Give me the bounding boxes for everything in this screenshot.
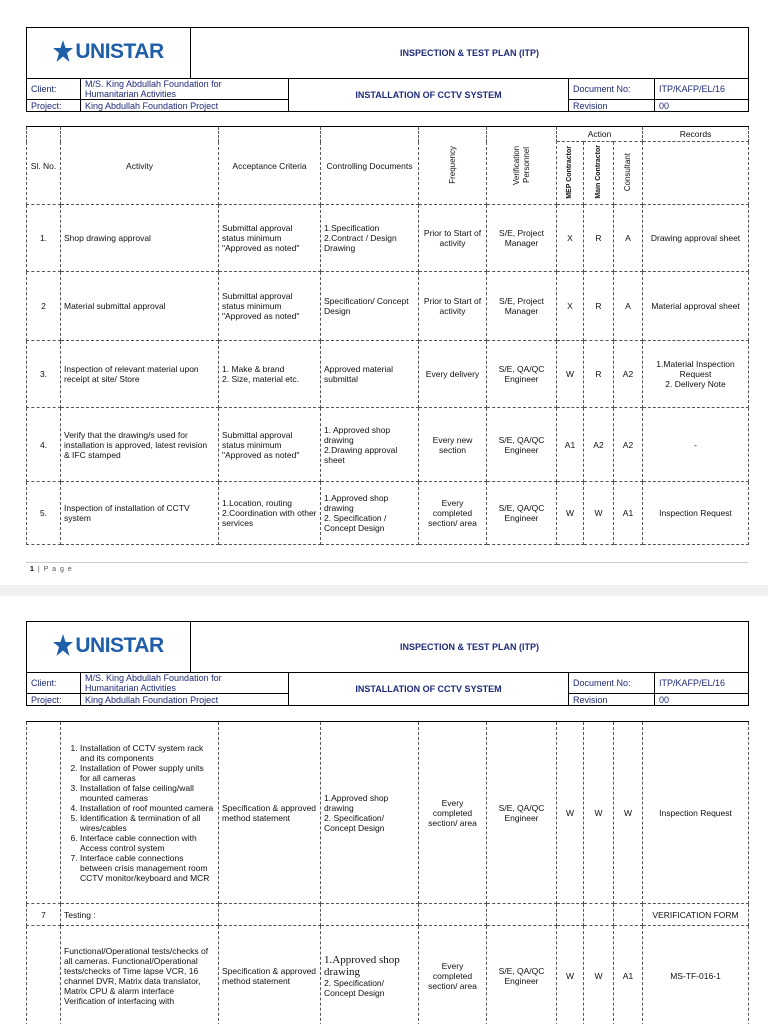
- document-no-label-2: Document No:: [569, 673, 655, 694]
- unistar-logo: [53, 40, 163, 64]
- acceptance-cell: 1.Location, routing 2.Coordination with other services: [219, 482, 321, 545]
- records-cell: Inspection Request: [643, 482, 749, 545]
- document-no-value-2: ITP/KAFP/EL/16: [655, 673, 749, 694]
- records-cell: MS-TF-016-1: [643, 926, 749, 1024]
- footer-divider: [26, 562, 748, 563]
- mep-cell: W: [557, 482, 584, 545]
- sl-cell: 4.: [27, 408, 61, 482]
- consultant-cell: A1: [614, 482, 643, 545]
- frequency-cell: Prior to Start of activity: [419, 272, 487, 341]
- system-title-2: INSTALLATION OF CCTV SYSTEM: [289, 673, 569, 706]
- list-item: 2. Installation of Power supply units for all cameras: [80, 763, 215, 783]
- sl-cell: 5.: [27, 482, 61, 545]
- controlling-cell: Approved material submittal: [321, 341, 419, 408]
- client-label: Client:: [27, 79, 81, 100]
- star-icon: [53, 40, 73, 64]
- itp-title: INSPECTION & TEST PLAN (ITP): [191, 28, 749, 79]
- table-row: [27, 722, 749, 904]
- logo-text: UNISTAR: [75, 634, 164, 657]
- mep-cell: W: [557, 722, 584, 904]
- system-title: INSTALLATION OF CCTV SYSTEM: [289, 79, 569, 112]
- activity-cell: Verify that the drawing/s used for installation is approved, latest revision & IFC stamped: [61, 408, 219, 482]
- list-item: 3. Installation of false ceiling/wall mounted cameras: [80, 783, 215, 803]
- controlling-cell: 1.Specification 2.Contract / Design Drawing: [321, 205, 419, 272]
- list-item: 5. Identification & termination of all wires/cables: [80, 813, 215, 833]
- table-row: [27, 408, 749, 482]
- activity-cell: Testing :: [61, 904, 219, 926]
- records-cell: VERIFICATION FORM: [643, 904, 749, 926]
- col-frequency: Frequency: [419, 127, 487, 205]
- mep-cell: W: [557, 926, 584, 1024]
- frequency-cell: Every new section: [419, 408, 487, 482]
- verification-cell: S/E, QA/QC Engineer: [487, 408, 557, 482]
- logo-cell-2: [27, 622, 191, 673]
- main-cell: A2: [584, 408, 614, 482]
- sl-cell: 1.: [27, 205, 61, 272]
- consultant-cell: A1: [614, 926, 643, 1024]
- mep-cell: X: [557, 272, 584, 341]
- col-action: Action: [557, 127, 643, 142]
- records-cell: Material approval sheet: [643, 272, 749, 341]
- table-row: [27, 341, 749, 408]
- controlling-cell: 1.Approved shop drawing 2. Specification / Concept Design: [321, 482, 419, 545]
- table-row: [27, 926, 749, 1024]
- table-row: [27, 205, 749, 272]
- controlling-cell: 1. Approved shop drawing 2.Drawing approval sheet: [321, 408, 419, 482]
- sl-cell: 7: [27, 904, 61, 926]
- page-number: 1 | P a g e: [30, 566, 73, 573]
- acceptance-cell: 1. Make & brand 2. Size, material etc.: [219, 341, 321, 408]
- records-cell: Inspection Request: [643, 722, 749, 904]
- activity-cell: Shop drawing approval: [61, 205, 219, 272]
- mep-cell: A1: [557, 408, 584, 482]
- controlling-cell: 1.Approved shop drawing 2. Specification/ Concept Design: [321, 722, 419, 904]
- controlling-cell: 1.Approved shop drawing 2. Specification/ Concept Design: [321, 926, 419, 1024]
- project-label: Project:: [27, 100, 81, 112]
- main-cell: R: [584, 205, 614, 272]
- verification-cell: S/E, QA/QC Engineer: [487, 341, 557, 408]
- consultant-cell: W: [614, 722, 643, 904]
- col-records: Records: [643, 127, 749, 142]
- table-row: [27, 482, 749, 545]
- logo-cell: [27, 28, 191, 79]
- consultant-cell: A: [614, 205, 643, 272]
- revision-label: Revision: [569, 100, 655, 112]
- col-acceptance: Acceptance Criteria: [219, 127, 321, 205]
- frequency-cell: Every completed section/ area: [419, 482, 487, 545]
- client-label-2: Client:: [27, 673, 81, 694]
- records-cell: -: [643, 408, 749, 482]
- activity-cell: Functional/Operational tests/checks of all cameras. Functional/Operational tests/checks of Time lapse VCR, 16 channel DVR, Matrix data translator, Matrix CPU & alarm interface Verification of interfacing with: [61, 926, 219, 1024]
- activity-cell: Inspection of relevant material upon receipt at site/ Store: [61, 341, 219, 408]
- unistar-logo-2: [53, 634, 163, 658]
- revision-value: 00: [655, 100, 749, 112]
- client-value: M/S. King Abdullah Foundation for Humanitarian Activities: [81, 79, 289, 100]
- list-item: 1. Installation of CCTV system rack and its components: [80, 743, 215, 763]
- col-verification: Verification Personnel: [487, 127, 557, 205]
- frequency-cell: Every completed section/ area: [419, 926, 487, 1024]
- acceptance-cell: Specification & approved method statement: [219, 722, 321, 904]
- col-main-contractor: Main Contractor: [584, 142, 614, 205]
- mep-cell: W: [557, 341, 584, 408]
- acceptance-cell: Submittal approval status minimum "Approved as noted": [219, 408, 321, 482]
- project-value: King Abdullah Foundation Project: [81, 100, 289, 112]
- sl-cell: 2: [27, 272, 61, 341]
- main-cell: W: [584, 926, 614, 1024]
- verification-cell: S/E, QA/QC Engineer: [487, 482, 557, 545]
- project-label-2: Project:: [27, 694, 81, 706]
- main-cell: R: [584, 341, 614, 408]
- verification-cell: S/E, QA/QC Engineer: [487, 722, 557, 904]
- col-controlling: Controlling Documents: [321, 127, 419, 205]
- acceptance-cell: Submittal approval status minimum "Approved as noted": [219, 205, 321, 272]
- records-cell: 1.Material Inspection Request 2. Delivery Note: [643, 341, 749, 408]
- consultant-cell: A2: [614, 408, 643, 482]
- controlling-cell: Specification/ Concept Design: [321, 272, 419, 341]
- main-cell: R: [584, 272, 614, 341]
- list-item: 7. Interface cable connections between crisis management room CCTV monitor/keyboard and MCR: [80, 853, 215, 883]
- revision-value-2: 00: [655, 694, 749, 706]
- list-item: 4. Installation of roof mounted camera: [80, 803, 215, 813]
- activity-cell: Inspection of installation of CCTV system: [61, 482, 219, 545]
- consultant-cell: A2: [614, 341, 643, 408]
- table-row: [27, 904, 749, 926]
- logo-text: UNISTAR: [75, 40, 164, 63]
- verification-cell: S/E, Project Manager: [487, 272, 557, 341]
- itp-table-2: [26, 721, 749, 1024]
- itp-table: [26, 126, 749, 545]
- consultant-cell: A: [614, 272, 643, 341]
- frequency-cell: Prior to Start of activity: [419, 205, 487, 272]
- acceptance-cell: Submittal approval status minimum "Approved as noted": [219, 272, 321, 341]
- list-item: 6. Interface cable connection with Access control system: [80, 833, 215, 853]
- document-header: [26, 27, 748, 117]
- col-consultant: Consultant: [614, 142, 643, 205]
- document-no-label: Document No:: [569, 79, 655, 100]
- sl-cell: 3.: [27, 341, 61, 408]
- installation-list-cell: [61, 722, 219, 904]
- table-row: [27, 272, 749, 341]
- main-cell: W: [584, 722, 614, 904]
- col-activity: Activity: [61, 127, 219, 205]
- frequency-cell: Every completed section/ area: [419, 722, 487, 904]
- col-mep-contractor: MEP Contractor: [557, 142, 584, 205]
- page-2: [0, 596, 768, 1024]
- document-header-2: [26, 621, 748, 711]
- main-cell: W: [584, 482, 614, 545]
- client-value-2: M/S. King Abdullah Foundation for Humanitarian Activities: [81, 673, 289, 694]
- document-no-value: ITP/KAFP/EL/16: [655, 79, 749, 100]
- installation-list: [64, 743, 215, 883]
- frequency-cell: Every delivery: [419, 341, 487, 408]
- verification-cell: S/E, QA/QC Engineer: [487, 926, 557, 1024]
- star-icon: [53, 634, 73, 658]
- verification-cell: S/E, Project Manager: [487, 205, 557, 272]
- revision-label-2: Revision: [569, 694, 655, 706]
- col-sl-no: Sl. No.: [27, 127, 61, 205]
- activity-cell: Material submittal approval: [61, 272, 219, 341]
- acceptance-cell: Specification & approved method statement: [219, 926, 321, 1024]
- records-cell: Drawing approval sheet: [643, 205, 749, 272]
- itp-title-2: INSPECTION & TEST PLAN (ITP): [191, 622, 749, 673]
- mep-cell: X: [557, 205, 584, 272]
- project-value-2: King Abdullah Foundation Project: [81, 694, 289, 706]
